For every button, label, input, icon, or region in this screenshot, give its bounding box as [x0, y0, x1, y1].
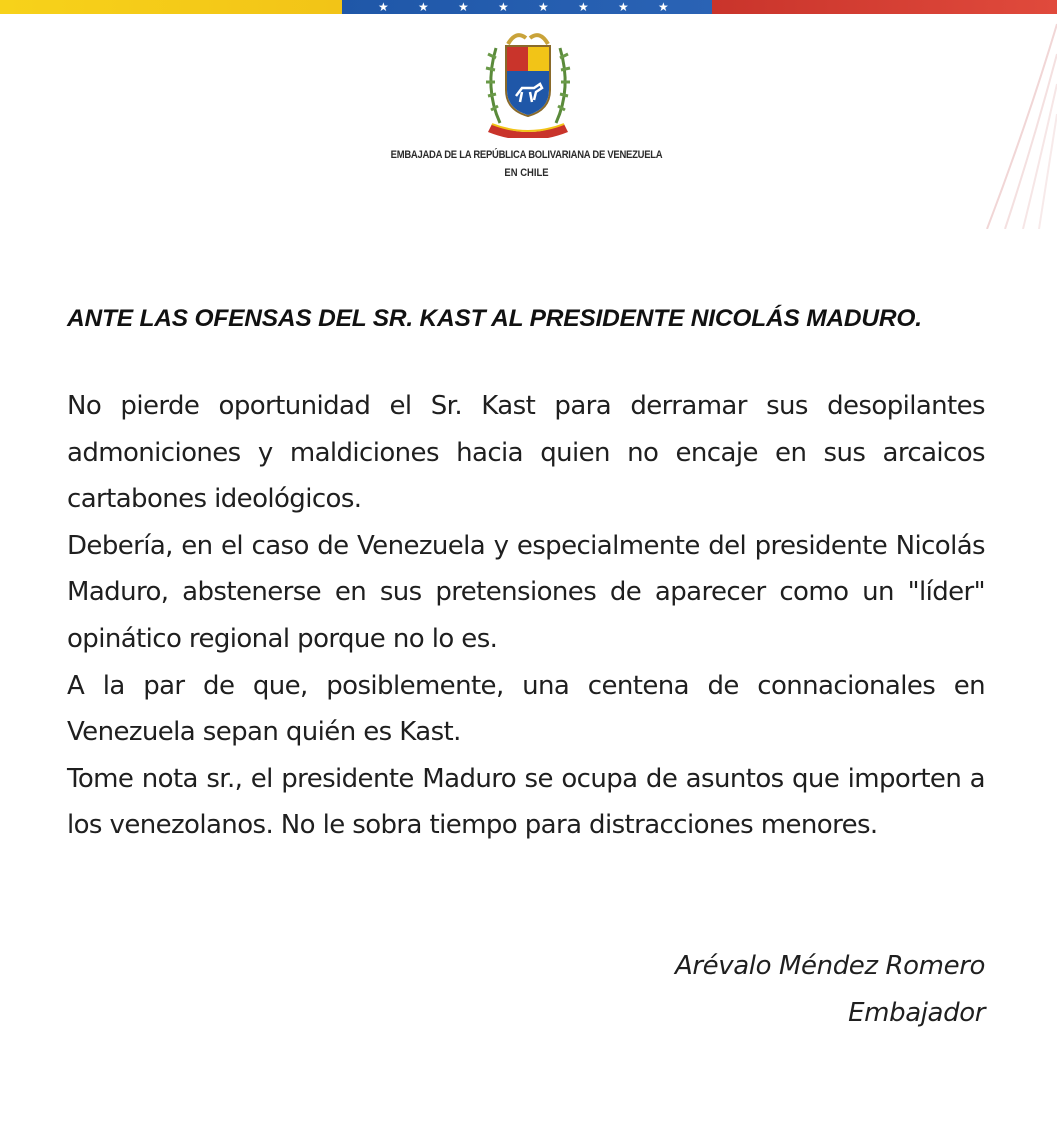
paragraph: Debería, en el caso de Venezuela y especialmente del presidente Nicolás Maduro, abstenerse en sus pretensiones de aparecer como un "líder" opinático regional porque no lo es.	[67, 530, 985, 654]
embassy-name: EMBAJADA DE LA REPÚBLICA BOLIVARIANA DE VENEZUELA	[390, 149, 663, 161]
paragraph: No pierde oportunidad el Sr. Kast para derramar sus desopilantes admoniciones y maldiciones hacia quien no encaje en sus arcaicos cartabones ideológicos.	[67, 391, 985, 515]
signatory-name: Arévalo Méndez Romero	[675, 951, 985, 981]
document-body	[67, 383, 985, 849]
flag-yellow-stripe	[0, 0, 342, 14]
paragraph: A la par de que, posiblemente, una centena de connacionales en Venezuela sepan quién es Kast.	[67, 670, 985, 748]
flag-blue-stripe	[342, 0, 712, 14]
paragraph: Tome nota sr., el presidente Maduro se ocupa de asuntos que importen a los venezolanos. No le sobra tiempo para distracciones menores.	[67, 763, 985, 841]
star-icon: ★	[418, 0, 429, 14]
star-icon: ★	[538, 0, 549, 14]
star-icon: ★	[458, 0, 469, 14]
coat-of-arms-icon	[478, 28, 578, 138]
star-icon: ★	[618, 0, 629, 14]
document-title: ANTE LAS OFENSAS DEL SR. KAST AL PRESIDENTE NICOLÁS MADURO.	[67, 305, 922, 332]
star-icon: ★	[378, 0, 389, 14]
embassy-location: EN CHILE	[504, 167, 549, 179]
corner-decoration	[967, 14, 1057, 229]
star-icon: ★	[578, 0, 589, 14]
star-icon: ★	[658, 0, 669, 14]
signatory-title: Embajador	[848, 998, 985, 1028]
star-icon: ★	[498, 0, 509, 14]
flag-stripe-bar	[0, 0, 1057, 14]
flag-red-stripe	[712, 0, 1057, 14]
